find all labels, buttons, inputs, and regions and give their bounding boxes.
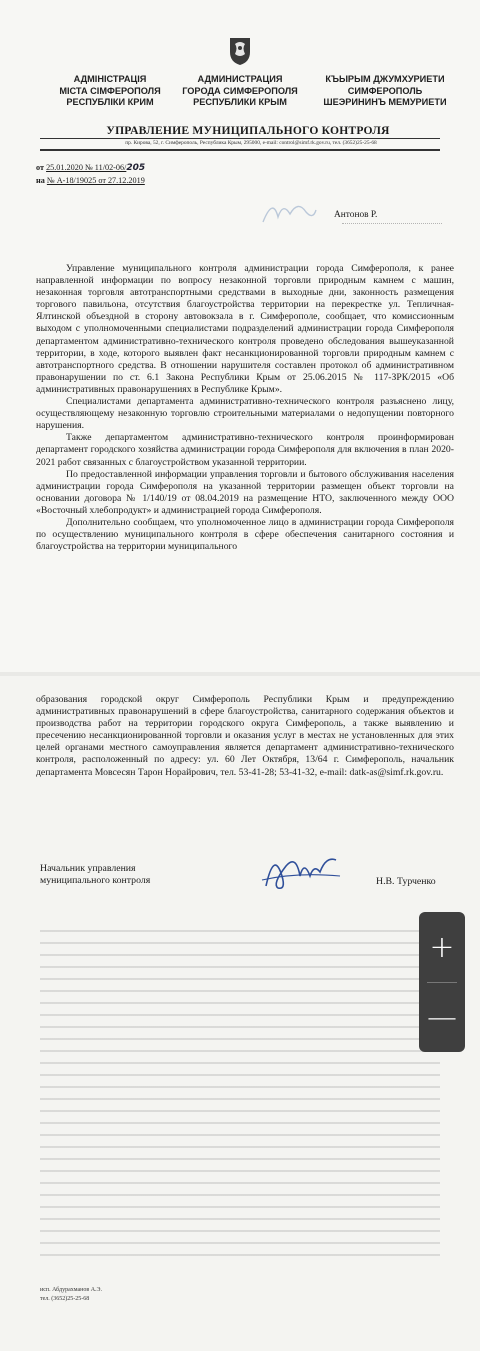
letter-body-page-1 [36,263,454,553]
zoom-out-button[interactable]: — [427,999,457,1035]
reference-prefix: на [36,176,45,185]
outgoing-number [36,163,145,173]
incoming-reference [36,176,145,185]
letterhead-russian: АДМИНИСТРАЦИЯ ГОРОДА СИМФЕРОПОЛЯ РЕСПУБЛИКИ КРЫМ [182,74,298,107]
zoom-controls [419,912,465,1052]
bleed-through-text [40,930,440,1260]
handwritten-signature [256,846,346,896]
outgoing-value: 25.01.2020 № 11/02-06/ [46,163,127,172]
addressee-line [342,223,442,230]
letterhead-ukrainian: АДМІНІСТРАЦІЯ МІСТА СІМФЕРОПОЛЯ РЕСПУБЛІКИ КРИМ [59,74,161,107]
letterhead-crimean-tatar: КЪЫРЫМ ДЖУМХУРИЕТИ СИМФЕРОПОЛЬ ШЕЭРИНИНЪ МЕМУРИЕТИ [323,74,447,107]
header-divider [40,138,440,139]
faint-stamp-signature [258,192,318,232]
paragraph: образования городской округ Симферополь Республики Крым и предупреждению административных правонарушений в сфере благоустройства, санитарного содержания объектов и производства работ на территории городского округа Симферополь, а также выявлению и пресечению несанкционированной торговли и оказания услуг в местах не установленных для этих целей органами местного самоуправления является департамент административно-технического контроля, расположенный по адресу: ул. 60 Лет Октября, 13/64 г. Симферополь, начальник департамента Мовсесян Тарон Норайрович, тел. 53-41-28; 53-41-32, e-mail: datk-as@simf.rk.gov.ru. [36,694,454,778]
zoom-in-button[interactable]: + [429,929,455,965]
addressee: Антонов Р. [334,210,378,220]
signatory-title: Начальник управления муниципального контроля [40,863,151,887]
coat-of-arms-icon [228,36,252,66]
header-divider-bold [40,149,440,151]
paragraph: Специалистами департамента административно-технического контроля разъяснено лицу, осуществляющему незаконную торговлю строительными материалами о недопущении повторного нарушения. [36,396,454,432]
organization-address: пр. Кирова, 52, г. Симферополь, Республика Крым, 295000, e-mail: control@simf.rk.gov.ru, тел. (3652)25-25-68 [125,140,377,146]
signatory-name: Н.В. Турченко [376,876,436,887]
paragraph: По предоставленной информации управления торговли и бытового обслуживания населения администрации города Симферополя на указанной территории размещен объект торговли на основании договора № 1/140/19 от 08.04.2019 на размещение НТО, заключенного между ООО «Восточный хлебопродукт» и администрацией города Симферополя. [36,468,454,516]
paragraph: Дополнительно сообщаем, что уполномоченное лицо в администрации города Симферополя по осуществлению муниципального контроля в сфере обеспечения санитарного состояния и благоустройства на территории муниципального [36,516,454,553]
paragraph: Управление муниципального контроля администрации города Симферополя, к ранее направленной информации по вопросу незаконной торговли природным камнем с машин, незаконная торговля автотранспортными средствами в выходные дни, законность размещения торгового павильона, отсутствия благоустройства территории на перекрестке ул. Тепличная-Ялтинской объездной в сторону автовокзала в г. Симферополе, сообщает, что комиссионным выходом с уполномоченными специалистами подразделений администрации города Симферополя департаментом административно-технического контроля проведено обследования вышеуказанной территории, в ходе, которого выявлен факт несанкционированной торговли природным камнем с автотранспортного средства. В отношении нарушителя составлен протокол об административном правонарушении по ст. 6.1 Закона Республики Крым от 25.06.2015 № 117-ЗРК/2015 «Об административных правонарушениях в Республике Крым». [36,263,454,395]
outgoing-handwritten: 205 [126,163,146,173]
executor-info: исп. Абдурахманов А.Э. тел. (3652)25-25-68 [40,1287,102,1302]
letter-body-page-2 [36,694,454,779]
document-page-1 [0,0,480,672]
outgoing-prefix: от [36,163,45,172]
reference-value: № А-18/19025 от 27.12.2019 [46,176,145,185]
paragraph: Также департаментом административно-технического контроля проинформирован департамент городского хозяйства администрации города Симферополя для включения в план 2020-2021 работ связанных с благоустройством указанной территории. [36,432,454,468]
organization-title: УПРАВЛЕНИЕ МУНИЦИПАЛЬНОГО КОНТРОЛЯ [106,124,390,137]
